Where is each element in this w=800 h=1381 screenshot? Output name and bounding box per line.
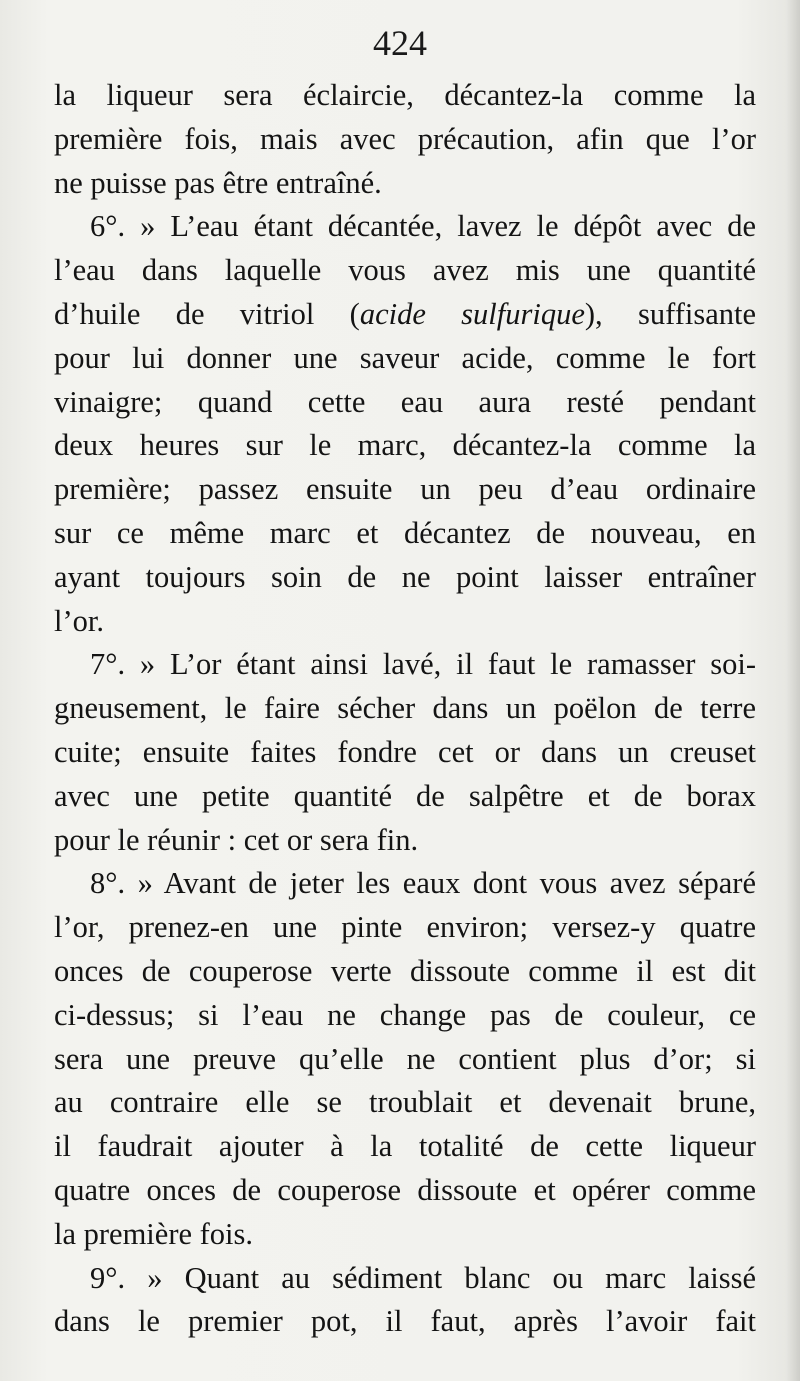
body-text	[54, 74, 756, 1344]
text-line-16: cuite; ensuite faites fondre cet or dans un creuset	[54, 734, 756, 769]
text-line-8: vinaigre; quand cette eau aura resté pendant	[54, 384, 756, 419]
text-line-29: dans le premier pot, il faut, après l’avoir fait	[54, 1304, 756, 1339]
text-line-25: il faudrait ajouter à la totalité de cette liqueur	[54, 1129, 756, 1164]
text-line-20: l’or, prenez-en une pinte environ; versez-y quatre	[54, 910, 756, 945]
text-line-12: ayant toujours soin de ne point laisser entraîner	[54, 559, 756, 594]
text-line-6: d’huile de vitriol (acide sulfurique), suffisante	[54, 296, 756, 331]
text-line-3: ne puisse pas être entraîné.	[54, 165, 382, 200]
paragraph-8-start: 8°. » Avant de jeter les eaux dont vous avez séparé	[90, 866, 756, 901]
text-line-9: deux heures sur le marc, décantez-la comme la	[54, 428, 756, 463]
paragraph-9-start: 9°. » Quant au sédiment blanc ou marc laissé	[90, 1260, 756, 1295]
text-line-27: la première fois.	[54, 1216, 254, 1251]
paragraph-7-start: 7°. » L’or étant ainsi lavé, il faut le ramasser soi-	[90, 647, 756, 682]
text-line-7: pour lui donner une saveur acide, comme le fort	[54, 340, 756, 375]
text-line-18: pour le réunir : cet or sera fin.	[54, 822, 419, 857]
text-line-21: onces de couperose verte dissoute comme il est dit	[54, 953, 756, 988]
text-line-26: quatre onces de couperose dissoute et opérer comme	[54, 1172, 756, 1207]
text-line-11: sur ce même marc et décantez de nouveau, en	[54, 515, 756, 550]
text-line-1: la liqueur sera éclaircie, décantez-la comme la	[54, 78, 756, 112]
text-line-15: gneusement, le faire sécher dans un poëlon de terre	[54, 691, 756, 726]
italic-term: acide sulfurique	[359, 296, 585, 331]
text-line-2: première fois, mais avec précaution, afin que l’or	[54, 121, 756, 156]
text-line-5: l’eau dans laquelle vous avez mis une quantité	[54, 253, 756, 288]
text-line-24: au contraire elle se troublait et devenait brune,	[54, 1085, 756, 1120]
text-line-23: sera une preuve qu’elle ne contient plus d’or; si	[54, 1041, 756, 1076]
text-line-13: l’or.	[54, 603, 104, 638]
paragraph-6-start: 6°. » L’eau étant décantée, lavez le dépôt avec de	[90, 209, 756, 244]
page-number: 424	[373, 23, 427, 63]
text-line-22: ci-dessus; si l’eau ne change pas de couleur, ce	[54, 997, 756, 1032]
text-line-17: avec une petite quantité de salpêtre et de borax	[54, 778, 756, 813]
text-line-10: première; passez ensuite un peu d’eau ordinaire	[54, 472, 756, 507]
page-edge-shadow	[786, 0, 800, 1381]
